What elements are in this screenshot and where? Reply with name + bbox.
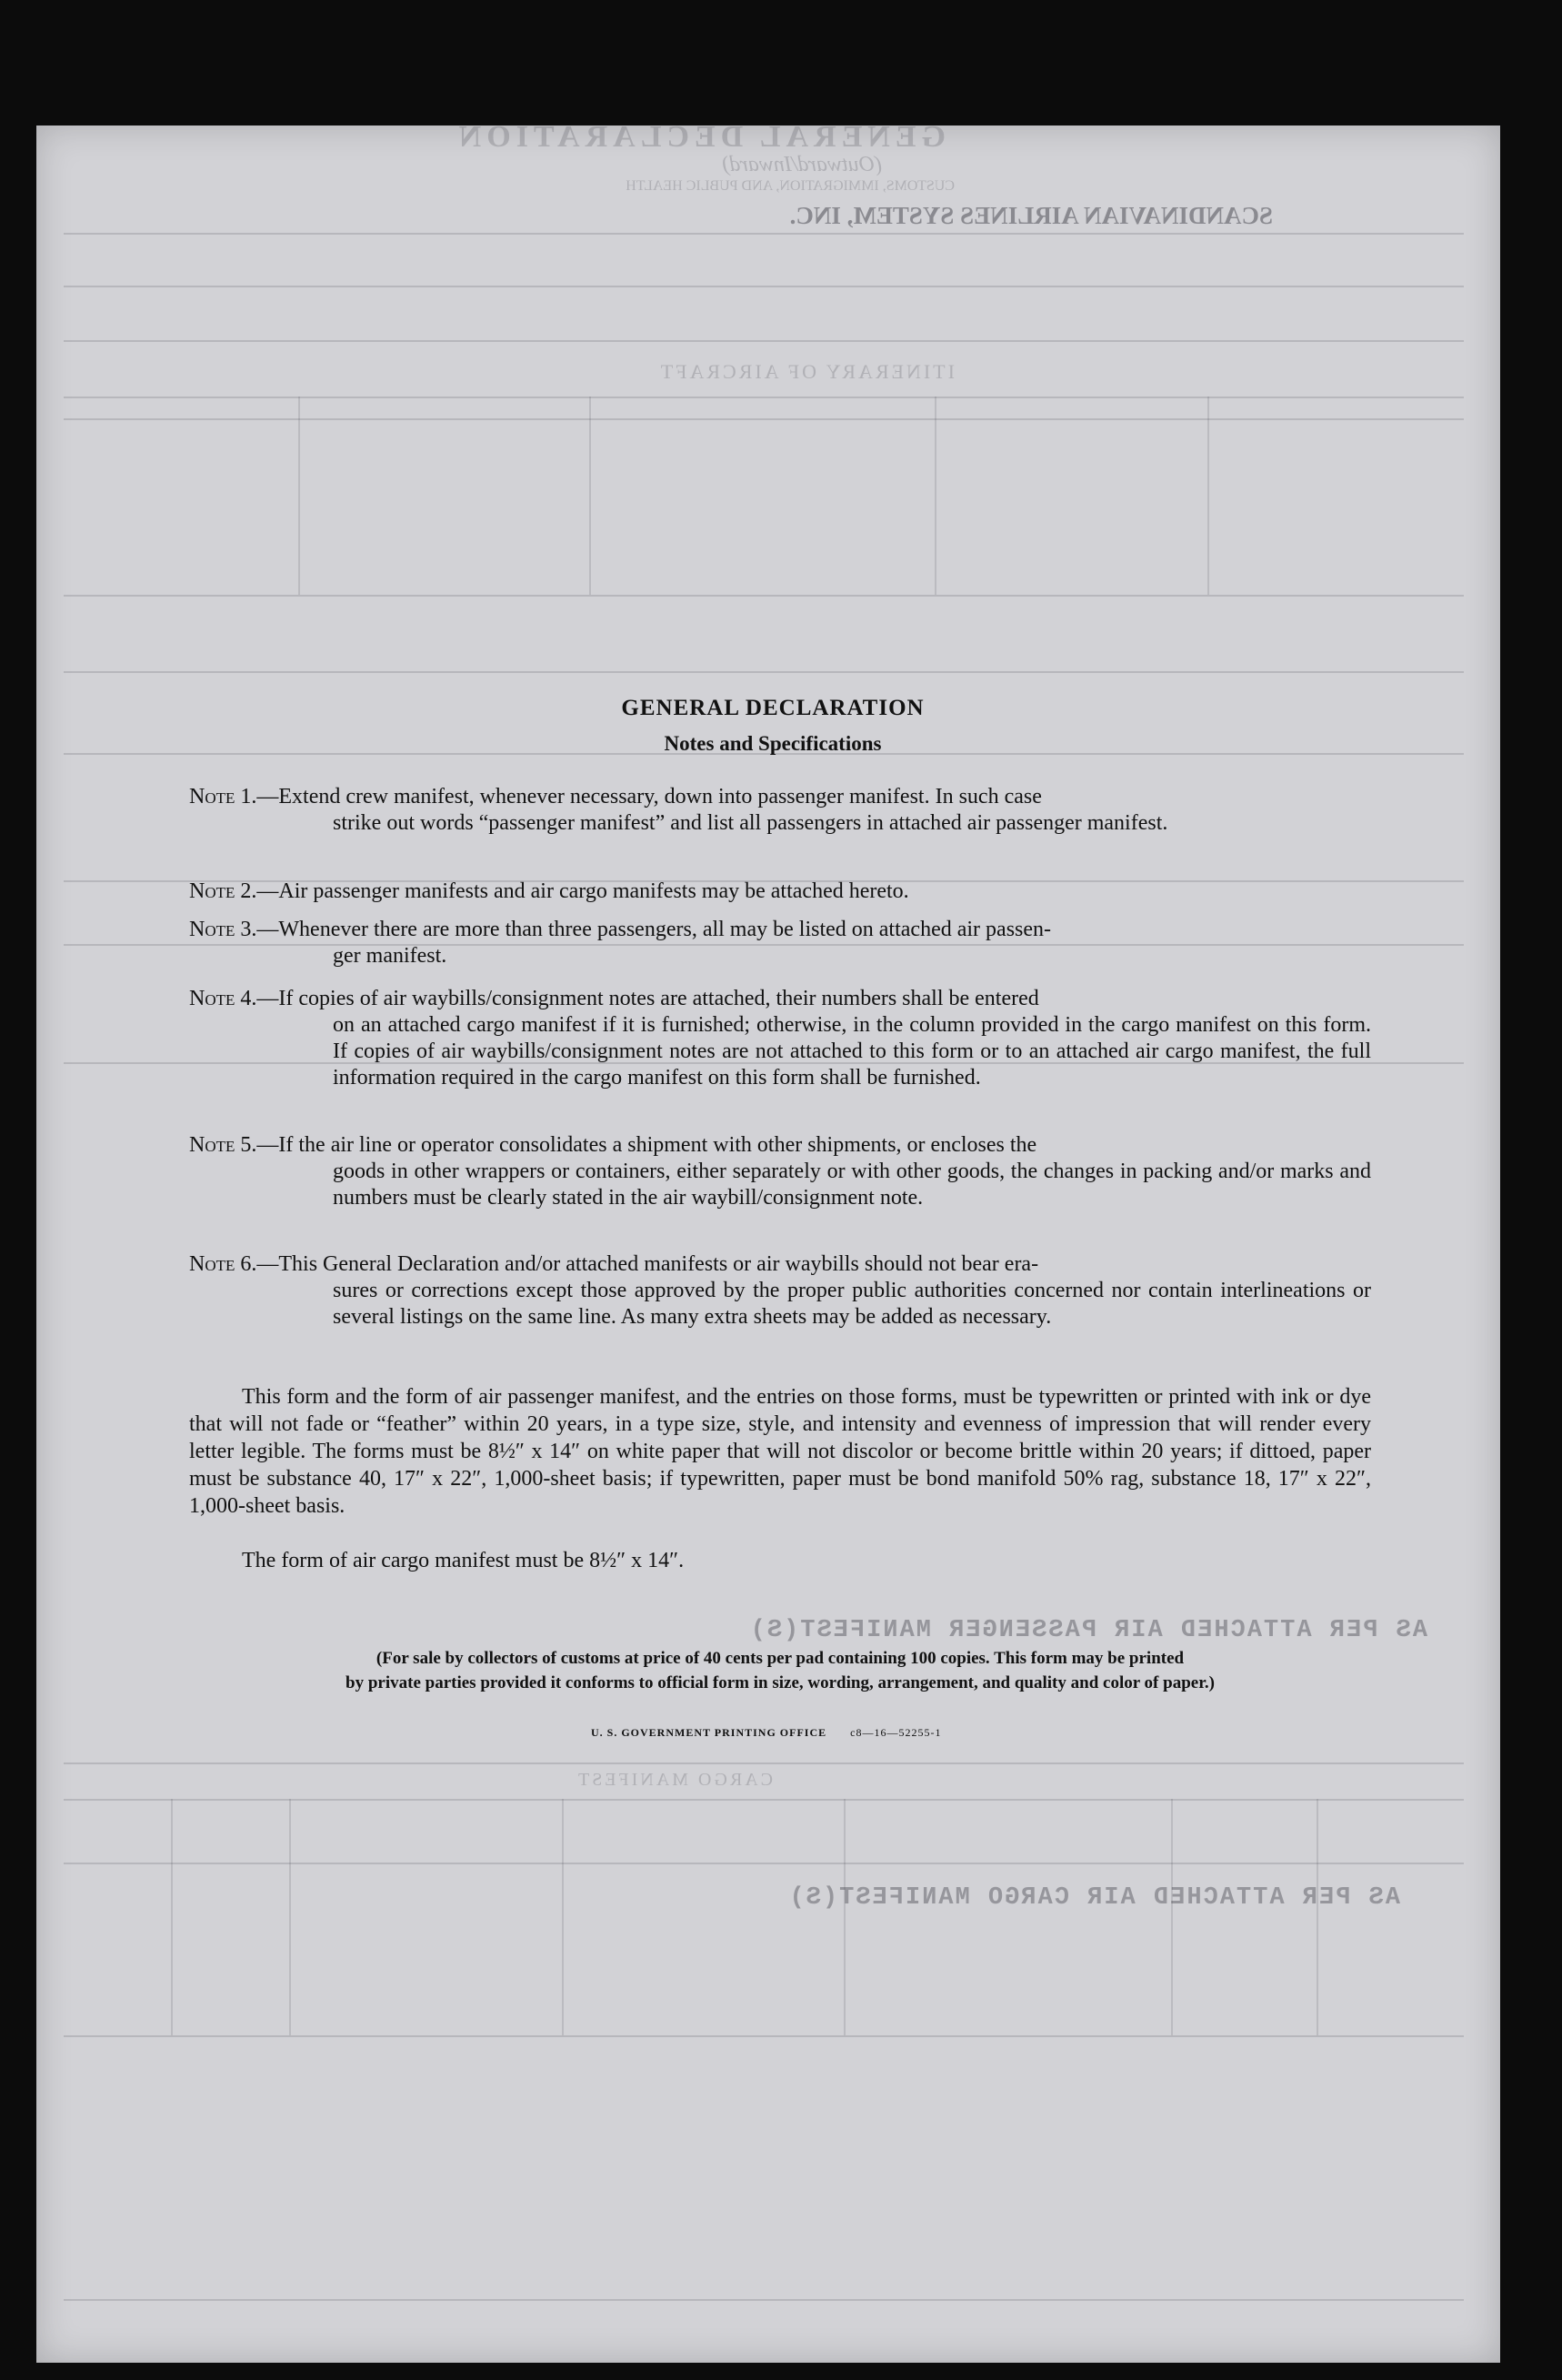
printing-office-name: U. S. GOVERNMENT PRINTING OFFICE <box>591 1726 827 1739</box>
note-3-text: ger manifest. <box>333 944 447 968</box>
note-4-first-line: —If copies of air waybills/consignment notes are attached, their numbers shall be entered <box>256 987 1039 1010</box>
bleed-cargo-manifest: CARGO MANIFEST <box>575 1770 773 1790</box>
sale-notice-line-2: by private parties provided it conforms to official form in size, wording, arrangement, and quality and color of paper.) <box>345 1673 1215 1692</box>
note-2-label: Note 2. <box>189 879 257 903</box>
page-subtitle: Notes and Specifications <box>664 732 882 755</box>
bleed-header-sub: (Outward/Inward) <box>722 153 882 176</box>
bleed-itinerary: ITINERARY OF AIRCRAFT <box>657 360 955 383</box>
note-1-label: Note 1. <box>189 785 257 808</box>
printing-office-code: c8—16—52255-1 <box>850 1726 942 1739</box>
sale-notice-line-1: (For sale by collectors of customs at price of 40 cents per pad containing 100 copies. This form may be printed <box>375 1649 1185 1668</box>
bleed-stamp-cargo: AS PER ATTACHED AIR CARGO MANIFEST(S) <box>787 1884 1400 1912</box>
page-title: GENERAL DECLARATION <box>621 696 925 720</box>
note-6-label: Note 6. <box>189 1252 257 1276</box>
note-1 <box>189 784 1371 837</box>
note-3-first-line: —Whenever there are more than three passengers, all may be listed on attached air passen- <box>256 918 1052 941</box>
note-4-text: on an attached cargo manifest if it is furnished; otherwise, in the column provided in the cargo manifest on this form. If copies of air waybills/consignment notes are not attached to this form or to an attached air cargo manifest, the full information required in the cargo manifest on this form shall be furnished. <box>333 1013 1371 1090</box>
note-5-text: goods in other wrappers or containers, either separately or with other goods, the changes in packing and/or marks and numbers must be clearly stated in the air waybill/consignment note. <box>333 1160 1371 1210</box>
document-content <box>36 126 1500 2363</box>
note-5-label: Note 5. <box>189 1133 257 1157</box>
printing-office-imprint <box>591 1726 941 1740</box>
specifications-paragraph: This form and the form of air passenger manifest, and the entries on those forms, must be typewritten or printed with ink or dye that will not fade or “feather” within 20 years, in a type size, style, and intensity and evenness of impression that will render every letter legible. The forms must be 8½″ x 14″ on white paper that will not discolor or become brittle within 20 years; if dittoed, paper must be substance 40, 17″ x 22″, 1,000-sheet basis; if typewritten, paper must be bond manifold 50% rag, substance 18, 17″ x 22″, 1,000-sheet basis. <box>189 1385 1371 1518</box>
specifications-last-line: The form of air cargo manifest must be 8½″ x 14″. <box>242 1549 685 1572</box>
bleed-stamp-passenger: AS PER ATTACHED AIR PASSENGER MANIFEST(S) <box>748 1617 1427 1644</box>
note-1-first-line: —Extend crew manifest, whenever necessary, down into passenger manifest. In such case <box>256 785 1042 808</box>
note-6 <box>189 1251 1371 1331</box>
note-4-label: Note 4. <box>189 987 257 1010</box>
note-6-text: sures or corrections except those approved by the proper public authorities concerned nor contain interlineations or several listings on the same line. As many extra sheets may be added as necessary. <box>333 1279 1371 1329</box>
note-6-first-line: —This General Declaration and/or attached manifests or air waybills should not bear era- <box>256 1252 1039 1276</box>
note-5 <box>189 1132 1371 1211</box>
note-2 <box>189 879 1371 905</box>
bleed-header-agency: CUSTOMS, IMMIGRATION, AND PUBLIC HEALTH <box>626 178 955 194</box>
bleed-header-title: GENERAL DECLARATION <box>453 126 946 154</box>
note-3 <box>189 917 1371 969</box>
document-sheet <box>36 126 1500 2363</box>
note-4 <box>189 986 1371 1091</box>
note-5-first-line: —If the air line or operator consolidates a shipment with other shipments, or encloses the <box>256 1133 1037 1157</box>
note-1-text: strike out words “passenger manifest” and list all passengers in attached air passenger manifest. <box>333 811 1168 835</box>
note-3-label: Note 3. <box>189 918 257 941</box>
note-2-first-line: —Air passenger manifests and air cargo manifests may be attached hereto. <box>256 879 909 903</box>
bleed-operator: SCANDINAVIAN AIRLINES SYSTEM, INC. <box>789 202 1273 229</box>
